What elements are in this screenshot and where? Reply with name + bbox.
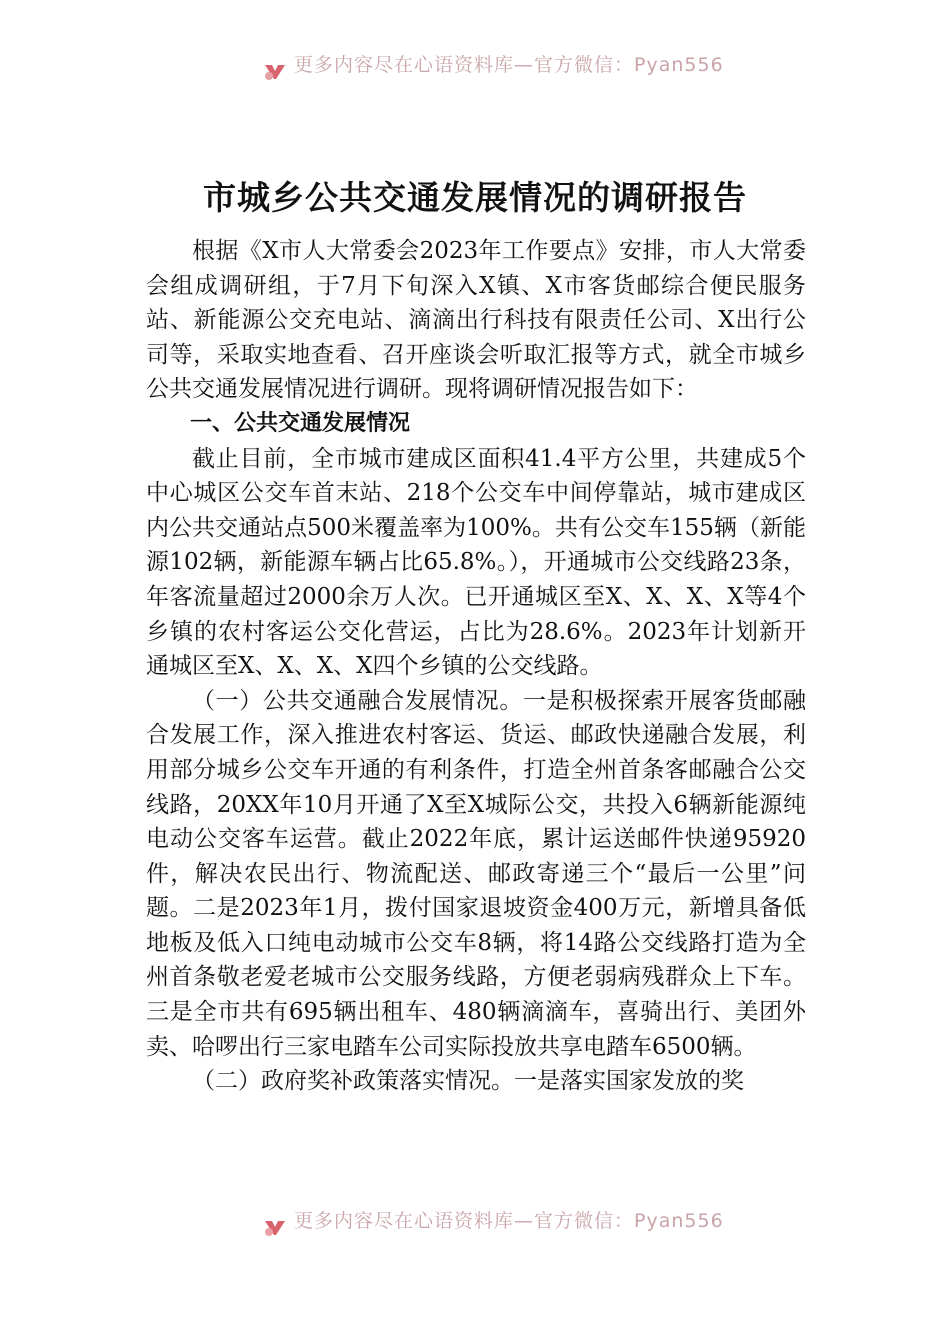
watermark-text: 更多内容尽在心语资料库—官方微信：Pyan556 [294,1210,724,1232]
footer-watermark [0,1210,950,1240]
document-title: 市城乡公共交通发展情况的调研报告 [203,178,747,217]
section-heading: 一、公共交通发展情况 [190,410,411,436]
overview-paragraph: 截止目前，全市城市建成区面积41.4平方公里，共建成5个中心城区公交车首末站、218个公交车中间停靠站，城市建成区内公共交通站点500米覆盖率为100%。共有公交车155辆（新能源102辆，新能源车辆占比65.8%。），开通城市公交线路23条，年客流量超过2000余万人次。已开通城区至X、X、X、X等4个乡镇的农村客运公交化营运，占比为28.6%。2023年计划新开通城区至X、X、X、X四个乡镇的公交线路。 [146,445,806,680]
integration-paragraph: （一）公共交通融合发展情况。一是积极探索开展客货邮融合发展工作，深入推进农村客运、货运、邮政快递融合发展，利用部分城乡公交车开通的有利条件，打造全州首条客邮融合公交线路，20XX年10月开通了X至X城际公交，共投入6辆新能源纯电动公交客车运营。截止2022年底，累计运送邮件快递95920件，解决农民出行、物流配送、邮政寄递三个“最后一公里”问题。二是2023年1月，拨付国家退坡资金400万元，新增具备低地板及低入口纯电动城市公交车8辆，将14路公交线路打造为全州首条敬老爱老城市公交服务线路，方便老弱病残群众上下车。三是全市共有695辆出租车、480辆滴滴车，喜骑出行、美团外卖、哈啰出行三家电踏车公司实际投放共享电踏车6500辆。 [146,687,806,1060]
header-watermark [0,54,950,84]
intro-paragraph: 根据《X市人大常委会2023年工作要点》安排，市人大常委会组成调研组，于7月下旬深入X镇、X市客货邮综合便民服务站、新能源公交充电站、滴滴出行科技有限责任公司、X出行公司等，采取实地查看、召开座谈会听取汇报等方式，就全市城乡公共交通发展情况进行调研。现将调研情况报告如下： [146,238,806,403]
document-body [146,234,806,1099]
brand-logo-icon [262,61,288,83]
brand-logo-icon [262,1217,288,1239]
watermark-text: 更多内容尽在心语资料库—官方微信：Pyan556 [294,54,724,76]
subsidy-paragraph: （二）政府奖补政策落实情况。一是落实国家发放的奖 [192,1068,744,1095]
